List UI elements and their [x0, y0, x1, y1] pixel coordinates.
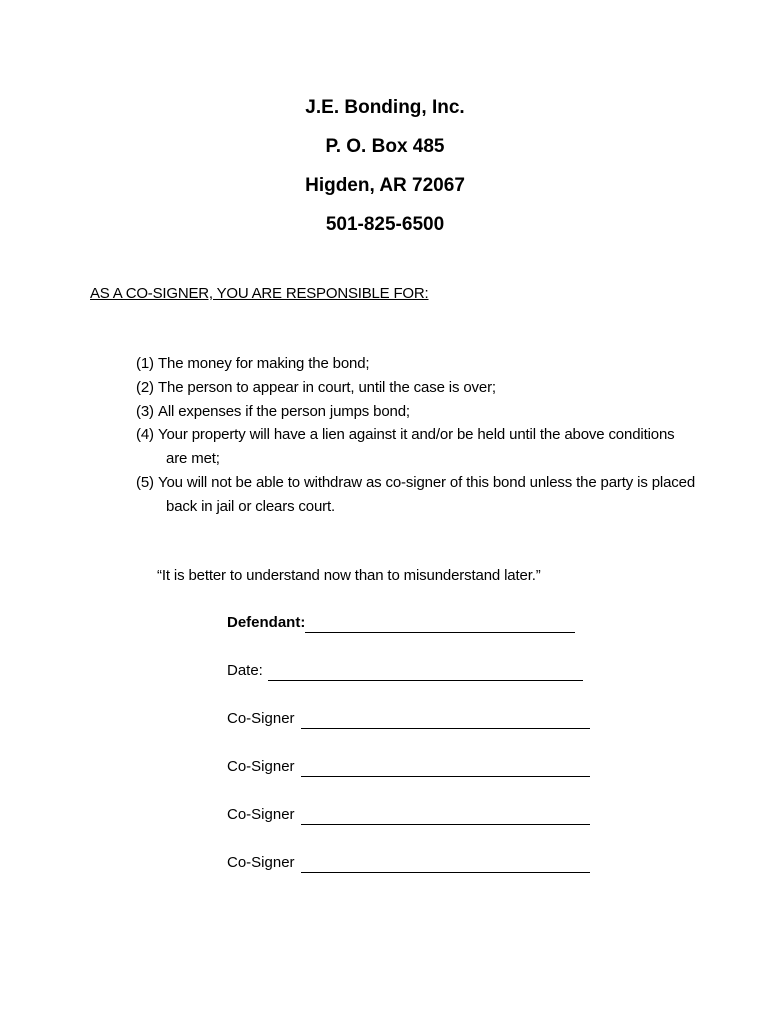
cosigner-label: Co-Signer [227, 806, 295, 823]
company-phone: 501-825-6500 [325, 214, 445, 235]
defendant-label: Defendant: [227, 614, 306, 631]
defendant-row [227, 614, 590, 662]
list-item-text: All expenses if the person jumps bond; [158, 402, 410, 420]
date-label: Date: [227, 662, 263, 679]
list-item [136, 352, 696, 376]
list-item [136, 423, 696, 471]
date-line[interactable] [268, 662, 583, 681]
cosigner-label: Co-Signer [227, 854, 295, 871]
list-item-number: (1) [136, 355, 154, 372]
company-name: J.E. Bonding, Inc. [305, 97, 465, 118]
signature-block [227, 614, 590, 902]
company-city-state-zip: Higden, AR 72067 [305, 175, 465, 196]
cosigner-label: Co-Signer [227, 758, 295, 775]
list-item [136, 376, 696, 400]
list-item-text: The money for making the bond; [158, 355, 370, 372]
cosigner-signature-line[interactable] [301, 806, 590, 825]
list-item-text: Your property will have a lien against it and/or be held until the above conditions are met; [158, 426, 675, 468]
list-item-number: (5) [136, 473, 154, 491]
cosigner-row [227, 806, 590, 854]
quote-text: “It is better to understand now than to misunderstand later.” [157, 567, 541, 584]
list-item-number: (2) [136, 378, 154, 396]
cosigner-row [227, 854, 590, 902]
list-item-number: (3) [136, 402, 154, 420]
list-item [136, 400, 696, 424]
cosigner-signature-line[interactable] [301, 758, 590, 777]
cosigner-row [227, 710, 590, 758]
cosigner-row [227, 758, 590, 806]
list-item-text: You will not be able to withdraw as co-signer of this bond unless the party is placed back in jail or clears court. [158, 473, 696, 515]
list-item [136, 471, 696, 519]
cosigner-signature-line[interactable] [301, 854, 590, 873]
responsibilities-list [136, 352, 696, 519]
date-row [227, 662, 590, 710]
list-item-text: The person to appear in court, until the case is over; [158, 378, 496, 396]
list-item-number: (4) [136, 426, 154, 444]
defendant-signature-line[interactable] [305, 614, 575, 633]
responsibilities-heading: AS A CO-SIGNER, YOU ARE RESPONSIBLE FOR: [90, 285, 429, 302]
company-header [0, 94, 770, 250]
company-po-box: P. O. Box 485 [325, 136, 445, 157]
cosigner-signature-line[interactable] [301, 710, 590, 729]
cosigner-label: Co-Signer [227, 710, 295, 727]
